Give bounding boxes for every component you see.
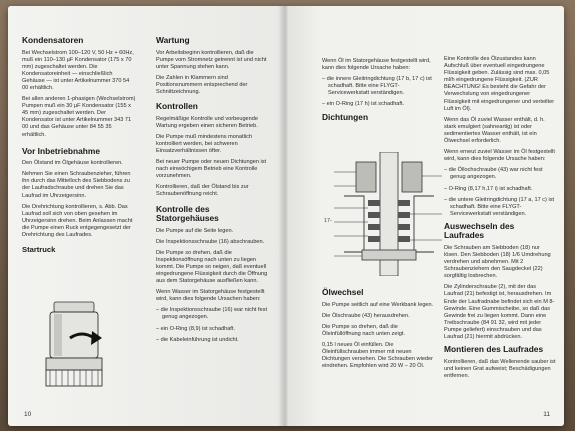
list-item: – ein O-Ring (8,9) ist schadhaft. [156, 325, 235, 332]
heading-auswechseln-laufrades: Auswechseln des Laufrades [444, 220, 515, 241]
paragraph: Kontrollieren, daß der Ölstand bis zur Schraubenöffnung reicht. [156, 184, 249, 198]
list-item: – die Kabeleinführung ist undicht. [156, 336, 239, 343]
list-item: – ein O-Ring (17 h) ist schadhaft. [322, 101, 405, 108]
paragraph: Die Pumpe so drehen, daß die Öleinfüllöffnung nach unten zeigt. [322, 323, 405, 337]
paragraph: Die Zahlen in Klammern sind Positionsnummern entsprechend der Schnittzeichnung. [156, 74, 248, 95]
heading-kontrolle-statorgehaeuse: Kontrolle des Statorgehäuses [156, 203, 219, 223]
list-item: – die untere Gleitringdichtung (17 a, 17 c) ist schadhaft. Bitte eine FLYGT-Servicewerkstatt verständigen. [444, 196, 555, 217]
list-item: – die innere Gleitringdichtung (17 b, 17 c) ist schadhaft. Bitte eine FLYGT-Servicewerkstatt verständigen. [322, 76, 432, 97]
paragraph: Kontrollieren, daß das Wellenende sauber ist und keinen Grat aufweist; Beschädigungen entfernen. [444, 358, 556, 379]
paragraph: Die Pumpe muß mindestens monatlich kontrolliert werden, bei schweren Einsatzverhältnissen öfter. [156, 133, 253, 154]
paragraph: Vor Arbeitsbeginn kontrollieren, daß die Pumpe vom Stromnetz getrennt ist und nicht unter Spannung stehen kann. [156, 49, 267, 70]
page-number-left: 10 [24, 411, 32, 418]
diagram-callout-label: 17- [324, 218, 332, 224]
heading-kondensatoren: Kondensatoren [22, 35, 84, 45]
paragraph: Die Ölschraube (43) herausdrehen. [322, 312, 410, 319]
seal-cross-section-drawing [334, 152, 444, 276]
paragraph: Bei allen anderen 1-phasigen (Wechselstrom) Pumpen muß ein 30 µF Kondensator (155 x 45 mm) zugeschaltet werden. Der Kondensator ist unter Artikelnummer 343 71 00 und das Gehäuse unter 84 55 35 erhältlich. [22, 96, 136, 138]
right-page-column-1 [322, 58, 436, 126]
page-number-right: 11 [543, 411, 550, 418]
list-item: – die Inspektionsschraube (16) war nicht fest genug angezogen. [156, 307, 268, 321]
right-page-column-1-lower [322, 288, 436, 374]
heading-dichtungen: Dichtungen [322, 111, 369, 122]
open-booklet [8, 6, 564, 426]
paragraph: Wenn das Öl zuviel Wasser enthält, d. h. stark emulgiert (sahneartig) ist oder sedimentiertes Wasser enthält, ist ein Ölwechsel erforderlich. [444, 116, 545, 145]
heading-oelwechsel: Ölwechsel [322, 287, 364, 297]
list-item: – die Öllochschraube (43) war nicht fest genug angezogen. [444, 167, 543, 181]
list-item: – O-Ring (8,17 h,17 i) ist schadhaft. [444, 185, 533, 192]
paragraph: Wenn Öl im Statorgehäuse festgestellt wird, kann dies folgende Ursache haben: [322, 58, 431, 72]
heading-wartung: Wartung [156, 35, 190, 45]
paragraph: Die Pumpe seitlich auf eine Werkbank legen. [322, 301, 434, 308]
heading-kontrollen: Kontrollen [156, 101, 198, 112]
left-page-column-2 [156, 36, 272, 348]
heading-vor-inbetriebnahme: Vor Inbetriebnahme [22, 145, 101, 156]
heading-startruck: Startruck [22, 245, 56, 255]
paragraph: Die Pumpe so drehen, daß die Inspektionsöffnung nach unten zu liegen kommt. Die Pumpe so neigen, daß eventuell eingedrungene Flüssigkeit durch die Öffnung aus dem Statorgehäuse ausfließen kann. [156, 249, 268, 285]
paragraph: Die Schrauben am Siebboden (18) nur lösen. Den Siebboden (18) 1/6 Umdrehung verdrehen und abnehmen. Mit 2 Schraubenziehern den Saugdeckel (22) sorgfältig losbrechen. [444, 244, 551, 280]
paragraph: Wenn Wasser im Statorgehäuse festgestellt wird, kann dies folgende Ursachen haben: [156, 289, 265, 303]
paragraph: Wenn erneut zuviel Wasser im Öl festgestellt wird, kann dies folgende Ursache haben: [444, 149, 555, 163]
paragraph: Nehmen Sie einen Schraubenzieher, führen ihn durch das Mittelloch des Siebbodens zu der Laufradschraube und drehen Sie das Laufrad im Uhrzeigersinn. [22, 171, 131, 199]
paragraph: Die Inspektionsschraube (16) abschrauben. [156, 238, 265, 245]
paragraph: Eine Kontrolle des Ölzustandes kann Aufschluß über eventuell eingedrungene Flüssigkeit geben. Zulässig sind max. 0,05 ml/h eingedrungene Flüssigkeit. (ZUR BEACHTUNG! Es besteht die Gefahr der Verwechslung von eingedrungener Flüssigkeit mit eingedrungener und verteilter Luft im Öl). [444, 56, 555, 112]
paragraph: Die Drehrichtung kontrollieren, s. Abb. Das Laufrad soll sich von oben gesehen im Uhrzeigersinn drehen. Beim Anlassen macht die Pumpe einen Ruck entgegengesetzt der Drehrichtung des Laufrades. [22, 203, 133, 238]
heading-montieren-laufrades: Montieren des Laufrades [444, 344, 544, 355]
right-page-column-2 [444, 56, 556, 384]
paragraph: Die Zylinderschraube (2), mit der das Laufrad (21) befestigt ist, herausdrehen. Im Ende der Laufradnabe befindet sich ein M 8-Gewinde. Eine Gummischeibe, so daß das Gewinde frei zu liegen kommt. Dann eine Treibschraube (84 91 32, wird mit jeder Pumpe geliefert) einschrauben und das Laufrad (21) hiermit abdrücken. [444, 284, 555, 340]
paragraph: Die Pumpe auf die Seite legen. [156, 227, 234, 234]
right-page [288, 6, 564, 426]
left-page-column-1 [22, 36, 136, 258]
pump-illustration [36, 300, 116, 392]
paragraph: Den Ölstand im Ölgehäuse kontrollieren. [22, 160, 123, 167]
paragraph: 0,15 l neues Öl einfüllen. Die Öleinfüllschrauben immer mit neuen Dichtungen versehen. Die Schrauben wieder eindrehen. Empfohlen wird 20 W – 20 Öl. [322, 341, 434, 370]
paragraph: Bei Wechselstrom 100–120 V, 50 Hz + 60Hz, muß ein 110–130 µF Kondensator (175 x 70 mm) zugeschaltet werden. Die Kondensatoreinheit — einschließlich Gehäuse — ist unter Artikelnummer 370 54 00 erhältlich. [22, 49, 134, 91]
left-page [8, 6, 284, 426]
paragraph: Regelmäßige Kontrolle und vorbeugende Wartung ergeben einen sicheren Betrieb. [156, 115, 258, 129]
paragraph: Bei neuer Pumpe oder neuen Dichtungen ist nach einwöchigem Betrieb eine Kontrolle vorzunehmen. [156, 159, 267, 180]
